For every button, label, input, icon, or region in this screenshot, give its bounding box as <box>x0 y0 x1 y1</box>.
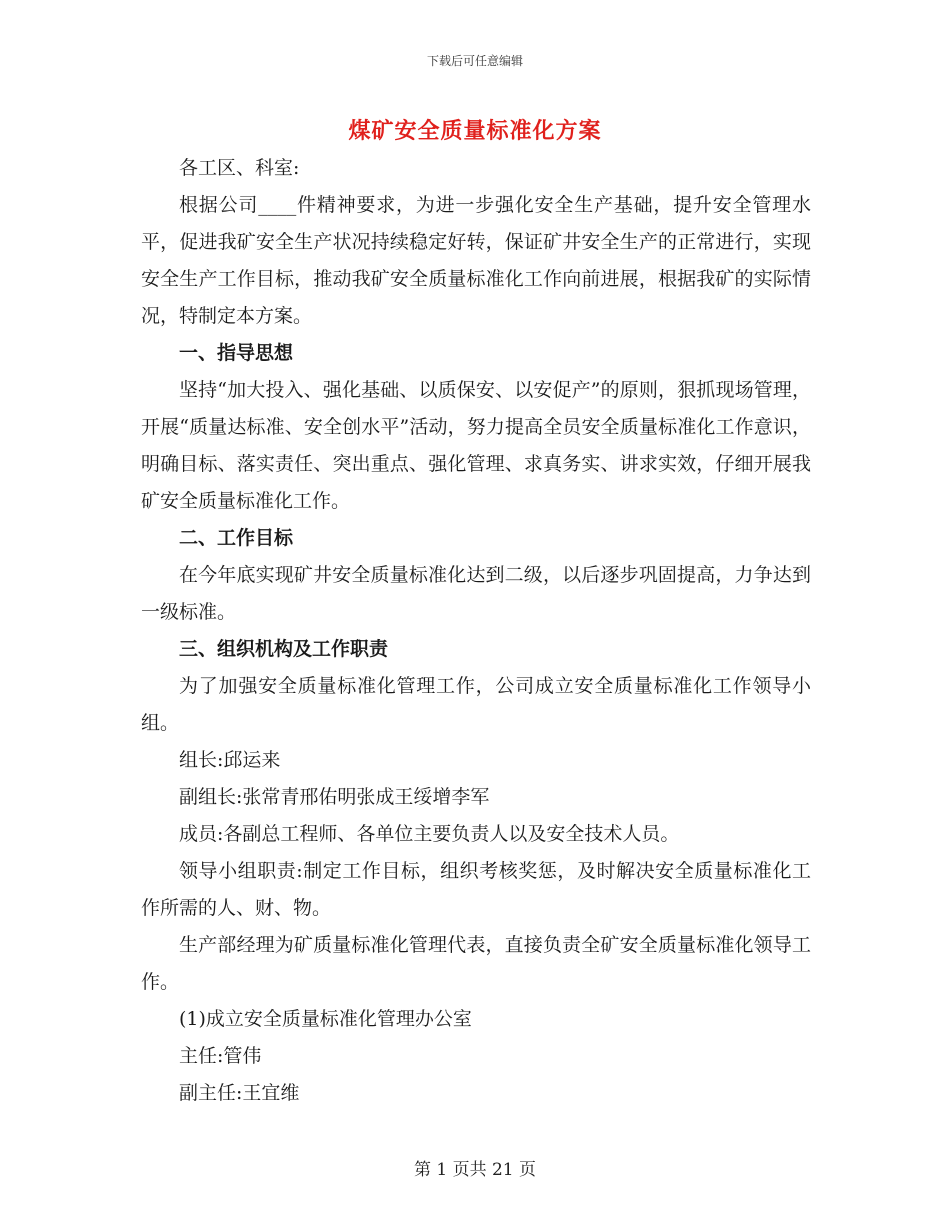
salutation: 各工区、科室: <box>179 157 300 179</box>
manager-paragraph: 生产部经理为矿质量标准化管理代表，直接负责全矿安全质量标准化领导工作。 <box>141 934 811 993</box>
office-line: (1)成立安全质量标准化管理办公室 <box>179 1008 472 1030</box>
goals-paragraph: 在今年底实现矿井安全质量标准化达到二级，以后逐步巩固提高，力争达到一级标准。 <box>141 564 811 623</box>
members-line: 成员:各副总工程师、各单位主要负责人以及安全技术人员。 <box>179 823 680 845</box>
deputy-director-line: 副主任:王宜维 <box>179 1082 300 1104</box>
leader-line: 组长:邱运来 <box>179 749 281 771</box>
director-line: 主任:管伟 <box>179 1045 262 1067</box>
header-note: 下载后可任意编辑 <box>426 54 523 68</box>
page-footer: 第 1 页共 21 页 <box>413 1160 537 1180</box>
organization-paragraph: 为了加强安全质量标准化管理工作，公司成立安全质量标准化工作领导小组。 <box>141 675 811 734</box>
intro-paragraph: 根据公司____件精神要求，为进一步强化安全生产基础，提升安全管理水平，促进我矿安全生产状况持续稳定好转，保证矿井安全生产的正常进行，实现安全生产工作目标，推动我矿安全质量标准化工作向前进展，根据我矿的实际情况，特制定本方案。 <box>141 194 811 327</box>
section-heading-goals: 二、工作目标 <box>179 527 294 549</box>
section-heading-organization: 三、组织机构及工作职责 <box>179 638 389 660</box>
section-heading-guiding: 一、指导思想 <box>179 342 294 364</box>
document-body <box>141 150 811 1112</box>
duties-paragraph: 领导小组职责:制定工作目标，组织考核奖惩，及时解决安全质量标准化工作所需的人、财、物。 <box>141 860 811 919</box>
document-title: 煤矿安全质量标准化方案 <box>348 118 602 144</box>
guiding-paragraph: 坚持“加大投入、强化基础、以质保安、以安促产”的原则，狠抓现场管理，开展“质量达标准、安全创水平”活动，努力提高全员安全质量标准化工作意识，明确目标、落实责任、突出重点、强化管理、求真务实、讲求实效，仔细开展我矿安全质量标准化工作。 <box>141 379 811 512</box>
deputy-leader-line: 副组长:张常青邢佑明张成王绥增李军 <box>179 786 490 808</box>
